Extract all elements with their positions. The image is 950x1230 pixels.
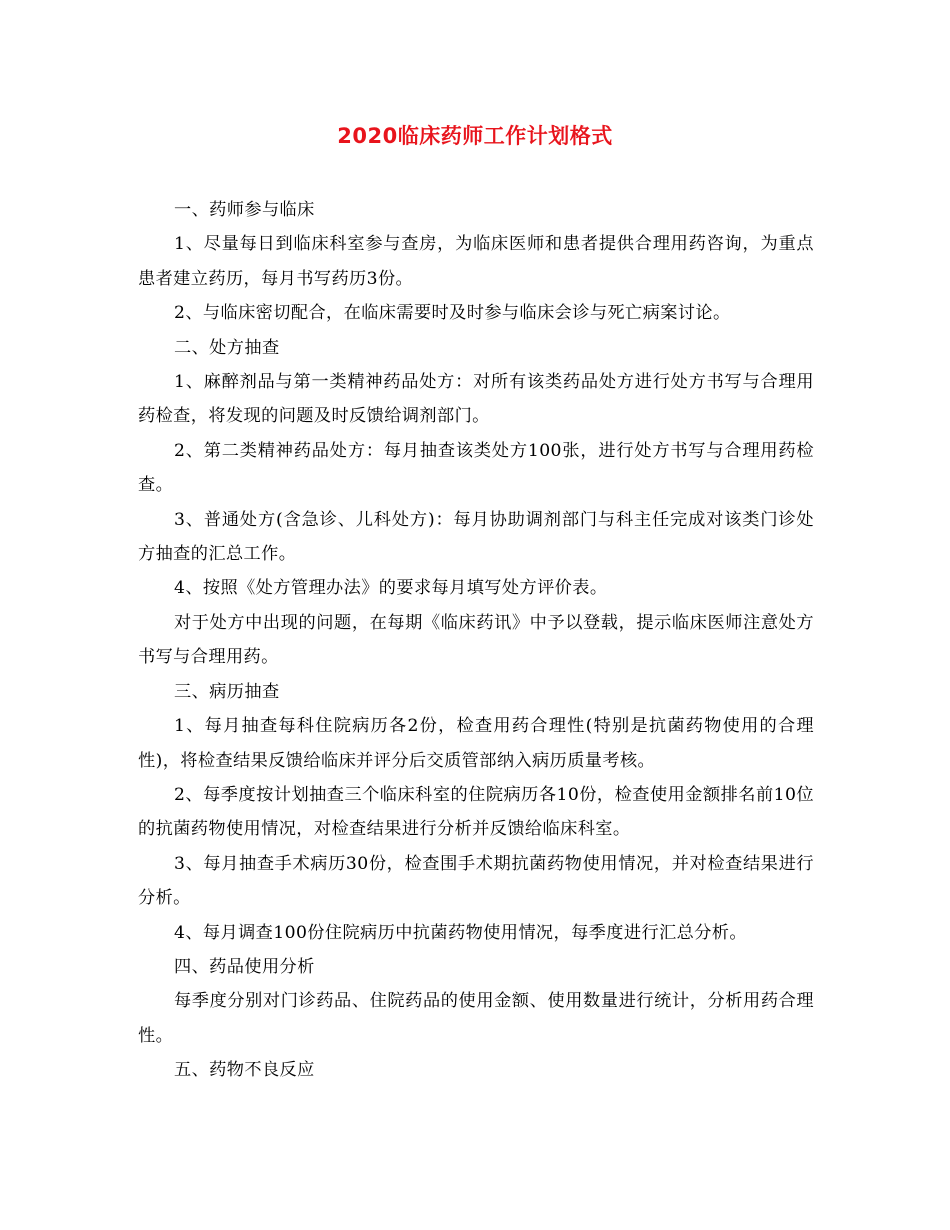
paragraph: 2、第二类精神药品处方：每月抽查该类处方100张，进行处方书写与合理用药检查。 xyxy=(138,440,814,496)
paragraph: 1、每月抽查每科住院病历各2份，检查用药合理性(特别是抗菌药物使用的合理性)，将检查结果反馈给临床并评分后交质管部纳入病历质量考核。 xyxy=(138,716,814,771)
paragraph: 3、每月抽查手术病历30份，检查围手术期抗菌药物使用情况，并对检查结果进行分析。 xyxy=(138,853,814,909)
document-title: 2020临床药师工作计划格式 xyxy=(337,124,613,148)
paragraph: 3、普通处方(含急诊、儿科处方)：每月协助调剂部门与科主任完成对该类门诊处方抽查的汇总工作。 xyxy=(138,509,814,565)
paragraph: 每季度分别对门诊药品、住院药品的使用金额、使用数量进行统计，分析用药合理性。 xyxy=(138,991,814,1046)
section-heading: 五、药物不良反应 xyxy=(174,1060,315,1081)
paragraph: 4、按照《处方管理办法》的要求每月填写处方评价表。 xyxy=(174,578,608,599)
paragraph: 2、与临床密切配合，在临床需要时及时参与临床会诊与死亡病案讨论。 xyxy=(174,303,731,324)
section-heading: 二、处方抽查 xyxy=(174,337,280,358)
section-heading: 一、药师参与临床 xyxy=(174,200,315,220)
paragraph: 1、尽量每日到临床科室参与查房，为临床医师和患者提供合理用药咨询，为重点患者建立药历，每月书写药历3份。 xyxy=(138,234,814,289)
section-heading: 三、病历抽查 xyxy=(174,681,280,702)
paragraph: 2、每季度按计划抽查三个临床科室的住院病历各10份，检查使用金额排名前10位的抗菌药物使用情况，对检查结果进行分析并反馈给临床科室。 xyxy=(138,784,814,840)
paragraph: 4、每月调查100份住院病历中抗菌药物使用情况，每季度进行汇总分析。 xyxy=(174,922,747,943)
document-body xyxy=(138,193,814,1088)
paragraph: 1、麻醉剂品与第一类精神药品处方：对所有该类药品处方进行处方书写与合理用药检查，将发现的问题及时反馈给调剂部门。 xyxy=(138,372,814,427)
section-heading: 四、药品使用分析 xyxy=(174,956,315,977)
paragraph: 对于处方中出现的问题，在每期《临床药讯》中予以登载，提示临床医师注意处方书写与合理用药。 xyxy=(138,612,814,668)
